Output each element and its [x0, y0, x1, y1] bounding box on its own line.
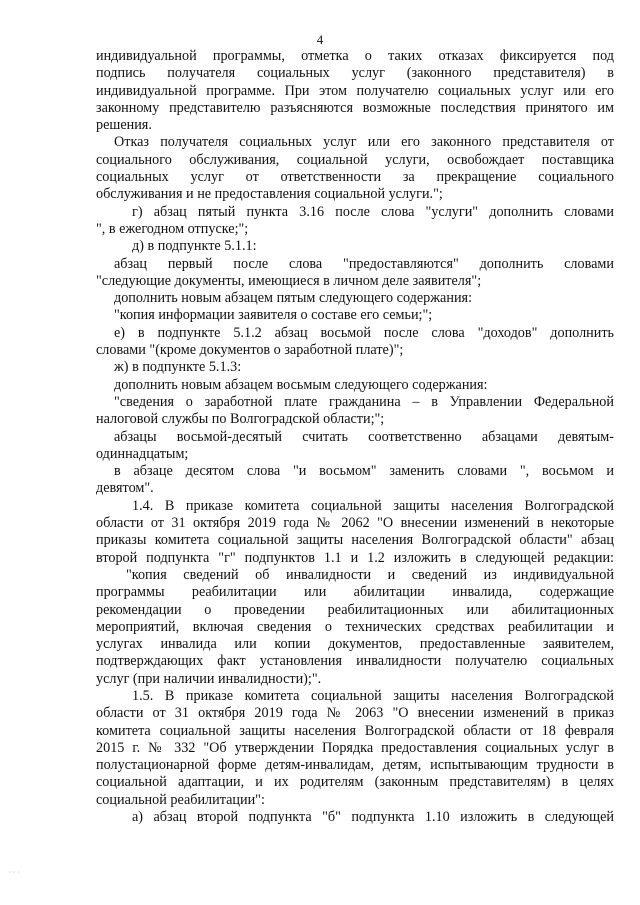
text-line: д) в подпункте 5.1.1: [132, 238, 257, 255]
text-line: а) абзац второй подпункта "б" подпункта 1.10 изложить в следующей [132, 809, 614, 826]
text-line: ", в ежегодном отпуске;"; [96, 220, 249, 237]
text-line: дополнить новым абзацем восьмым следующего содержания: [114, 376, 488, 393]
text-line: области от 31 октября 2019 года № 2063 "О внесении изменений в приказ [96, 705, 614, 722]
text-line: налоговой службы по Волгоградской области;"; [96, 411, 385, 428]
text-line: ж) в подпункте 5.1.3: [114, 359, 242, 376]
text-line: программы реабилитации или абилитации инвалида, содержащие [96, 584, 614, 601]
text-line: г) абзац пятый пункта 3.16 после слова "услуги" дополнить словами [132, 203, 614, 220]
text-line: е) в подпункте 5.1.2 абзац восьмой после слова "доходов" дополнить [114, 324, 614, 341]
text-line: мероприятий, включая сведения о технических средствах реабилитации и [96, 618, 614, 635]
text-line: второй подпункта "г" подпунктов 1.1 и 1.2 изложить в следующей редакции: [96, 549, 614, 566]
text-line: решения. [96, 117, 152, 134]
text-line: "следующие документы, имеющиеся в личном деле заявителя"; [96, 272, 482, 289]
text-line: услугах инвалида или копии документов, предоставленные заявителем, [96, 636, 614, 653]
text-line: комитета социальной защиты населения Волгоградской области от 18 февраля [96, 722, 614, 739]
text-line: приказы комитета социальной защиты населения Волгоградской области" абзац [96, 532, 614, 549]
text-line: "копия информации заявителя о составе его семьи;"; [114, 307, 433, 324]
text-line: абзац первый после слова "предоставляются" дополнить словами [114, 255, 614, 272]
text-line: подпись получателя социальных услуг (законного представителя) в [96, 65, 614, 82]
text-line: индивидуальной программе. При этом получателю социальных услуг или его [96, 82, 614, 99]
text-line: рекомендации о проведении реабилитационных или абилитационных [96, 601, 614, 618]
text-line: социального обслуживания, социальной услуги, освобождает поставщика [96, 151, 614, 168]
text-line: одиннадцатым; [96, 445, 189, 462]
text-line: 2015 г. № 332 "Об утверждении Порядка предоставления социальных услуг в [96, 739, 614, 756]
text-line: законному представителю разъясняются возможные последствия принятого им [96, 99, 614, 116]
text-line: услуг (при наличии инвалидности);". [96, 670, 322, 687]
text-line: абзацы восьмой-десятый считать соответственно абзацами девятым- [114, 428, 614, 445]
text-line: дополнить новым абзацем пятым следующего содержания: [114, 290, 473, 307]
text-line: обслуживания и не предоставления социальной услуги."; [96, 186, 443, 203]
text-line: девятом". [96, 480, 154, 497]
text-line: словами "(кроме документов о заработной плате)"; [96, 342, 404, 359]
text-line: социальных услуг от ответственности за прекращение социального [96, 169, 614, 186]
page-number: 4 [316, 32, 324, 47]
text-line: социальной реабилитации": [96, 791, 265, 808]
text-line: Отказ получателя социальных услуг или его законного представителя от [114, 134, 614, 151]
text-line: в абзаце десятом слова "и восьмом" заменить словами ", восьмом и [114, 463, 614, 480]
text-line: "копия сведений об инвалидности и сведений из индивидуальной [126, 566, 614, 583]
text-line: полустационарной форме детям-инвалидам, детям, испытывающим трудности в [96, 757, 614, 774]
text-line: 1.4. В приказе комитета социальной защиты населения Волгоградской [132, 497, 614, 514]
text-line: социальной адаптации, и их родителям (законным представителям) в целях [96, 774, 614, 791]
text-line: области от 31 октября 2019 года № 2062 "О внесении изменений в некоторые [96, 515, 614, 532]
scan-artifact: · · · [8, 868, 20, 877]
text-line: индивидуальной программы, отметка о таких отказах фиксируется под [96, 48, 614, 64]
text-line: 1.5. В приказе комитета социальной защиты населения Волгоградской [132, 687, 614, 704]
text-line: "сведения о заработной плате гражданина – в Управлении Федеральной [114, 393, 614, 410]
text-line: подтверждающих факт установления инвалидности получателю социальных [96, 653, 614, 670]
document-body [96, 48, 614, 826]
